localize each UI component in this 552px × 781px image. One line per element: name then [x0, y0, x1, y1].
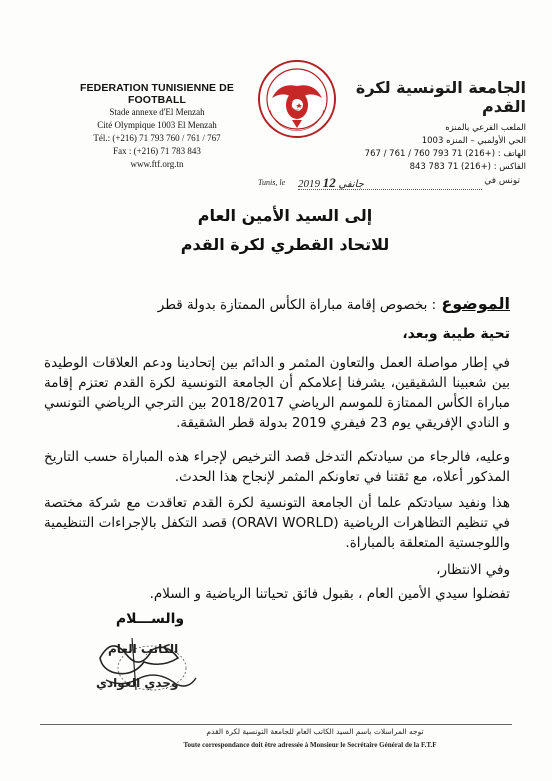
date-day: 12 [322, 175, 336, 190]
paragraph-2: وعليه، فالرجاء من سيادتكم التدخل قصد الترخيص لإجراء هذه المباراة حسب التاريخ المذكور أعلاه، مع ثقتنا في تعاونكم المثمر لإنجاح هذا الحدث. [44, 449, 510, 485]
ftf-logo [256, 58, 338, 140]
closing-line-1: وفي الانتظار، [436, 562, 510, 578]
date-dotted-line [298, 189, 482, 190]
website-line: www.ftf.org.tn [130, 159, 184, 169]
signatory-title: الكاتب العام [108, 642, 179, 656]
footer-arabic: توجه المراسلات باسم السيد الكاتب العام للجامعة التونسية لكرة القدم [206, 727, 424, 736]
footer-rule [40, 724, 512, 725]
date-label-ar: تونس في [484, 176, 520, 186]
phone-line: Tél.: (+216) 71 793 760 / 761 / 767 [93, 133, 221, 143]
date-month: جانفي [338, 179, 364, 190]
address-line-ar-2: الحي الأولمبي – المنزه 1003 [421, 136, 526, 146]
greeting: تحية طيبة وبعد، [402, 326, 510, 342]
signature-salam: والســـلام [115, 611, 185, 627]
phone-line-ar: الهاتف : (+216) 71 793 760 / 761 / 767 [364, 149, 526, 159]
closing-line-2: تفضلوا سيدي الأمين العام ، بقبول فائق تحياتنا الرياضية و السلام. [149, 586, 510, 602]
addressee-line-1: إلى السيد الأمين العام [197, 206, 373, 225]
date-label-fr: Tunis, le [258, 178, 286, 187]
fax-line-ar: الفاكس : (+216) 71 783 843 [409, 162, 526, 172]
address-line-2: Cité Olympique 1003 El Menzah [97, 120, 217, 130]
addressee-line-2: للاتحاد القطري لكرة القدم [180, 235, 390, 254]
paragraph-1: في إطار مواصلة العمل والتعاون المثمر و الدائم بين إتحادينا ودعم العلاقات الوطيدة بين شعبينا الشقيقين، يشرفنا إعلامكم أن الجامعة التونسية لكرة القدم تعتزم إقامة مباراة الكأس الممتازة للموسم الرياضي 2018/2017 بين الترجي الرياضي التونسي و النادي الإفريقي يوم 23 فيفري 2019 بدولة قطر الشقيقة. [44, 355, 510, 431]
fax-line: Fax : (+216) 71 783 843 [113, 146, 201, 156]
paragraph-3: هذا ونفيد سيادتكم علما أن الجامعة التونسية لكرة القدم تعاقدت مع شركة مختصة في تنظيم التظاهرات الرياضية (ORAVI WORLD) قصد التكفل بالإجراءات التنظيمية واللوجستية المتعلقة بالمباراة. [44, 495, 510, 551]
date-row [240, 175, 520, 191]
address-line-1: Stade annexe d'El Menzah [109, 107, 205, 117]
date-year: 2019 [298, 178, 320, 190]
signatory-name: وجدي العوادي [96, 676, 179, 690]
header-arabic [336, 78, 526, 174]
address-line-ar-1: الملعب الفرعي بالمنزه [445, 123, 526, 133]
subject-label: الموضوع [441, 294, 510, 313]
footer-french: Toute correspondance doit être adressée à Monsieur le Secrétaire Général de la F.T.F [183, 741, 437, 749]
subject-text: : بخصوص إقامة مباراة الكأس الممتازة بدولة قطر [157, 297, 437, 313]
federation-name-fr: FEDERATION TUNISIENNE DE FOOTBALL [80, 82, 234, 106]
federation-name-ar: الجامعة التونسية لكرة القدم [355, 78, 526, 116]
subject-row [40, 294, 510, 313]
header-french [64, 82, 250, 171]
